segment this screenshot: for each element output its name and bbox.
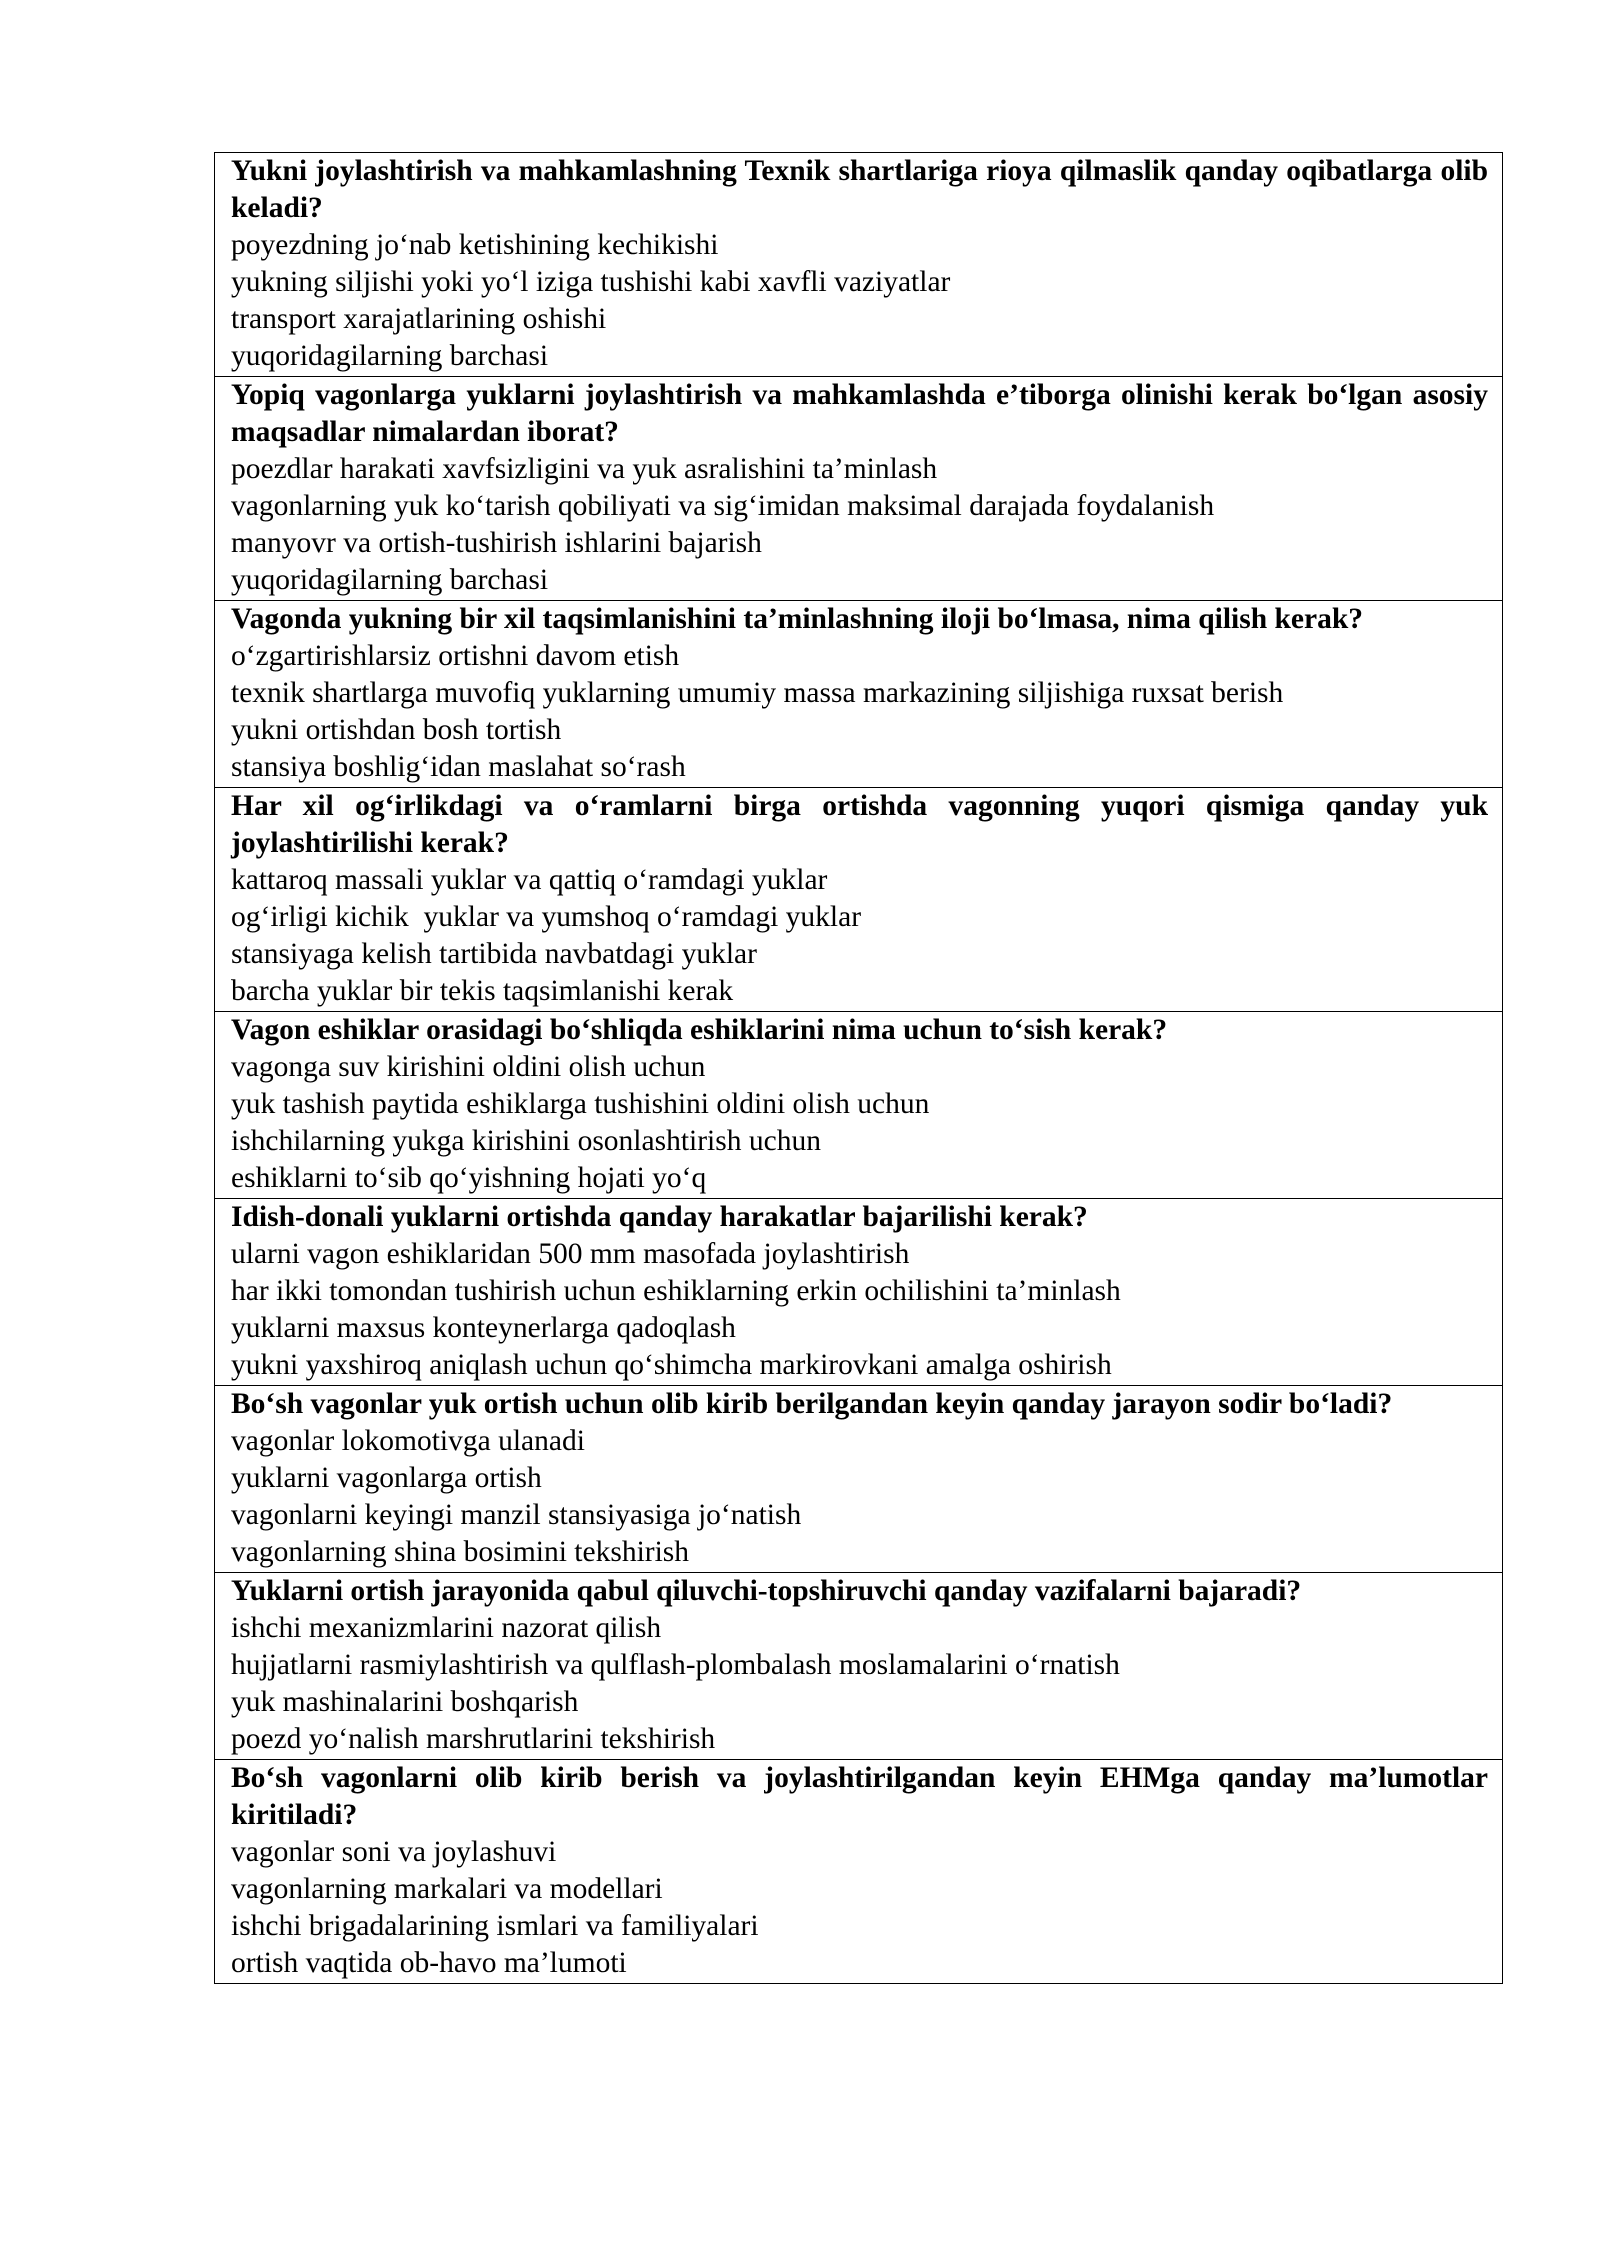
answer-option: ishchi mexanizmlarini nazorat qilish <box>231 1612 662 1644</box>
answer-option: stansiyaga kelish tartibida navbatdagi yuklar <box>231 938 757 970</box>
answer-option: vagonlar lokomotivga ulanadi <box>231 1425 585 1457</box>
answer-option: yuqoridagilarning barchasi <box>231 340 549 372</box>
question-cell <box>215 1760 1503 1984</box>
answer-option: transport xarajatlarining oshishi <box>231 303 607 335</box>
question-cell <box>215 1012 1503 1199</box>
question-text: Yuklarni ortish jarayonida qabul qiluvchi-topshiruvchi qanday vazifalarni bajaradi? <box>231 1575 1302 1607</box>
answer-option: poezdlar harakati xavfsizligini va yuk asralishini ta’minlash <box>231 453 938 485</box>
answer-option: poyezdning jo‘nab ketishining kechikishi <box>231 229 719 261</box>
question-text: Vagon eshiklar orasidagi bo‘shliqda eshiklarini nima uchun to‘sish kerak? <box>231 1014 1168 1046</box>
answer-option: vagonlarning markalari va modellari <box>231 1873 663 1905</box>
answer-option: texnik shartlarga muvofiq yuklarning umumiy massa markazining siljishiga ruxsat berish <box>231 677 1284 709</box>
question-row <box>215 1760 1503 1984</box>
question-cell <box>215 153 1503 377</box>
question-cell <box>215 601 1503 788</box>
answer-option: vagonlarning yuk ko‘tarish qobiliyati va sig‘imidan maksimal darajada foydalanish <box>231 490 1215 522</box>
answer-option: vagonlarni keyingi manzil stansiyasiga jo‘natish <box>231 1499 802 1531</box>
question-text: Bo‘sh vagonlar yuk ortish uchun olib kirib berilgandan keyin qanday jarayon sodir bo‘ladi? <box>231 1388 1393 1420</box>
answer-option: og‘irligi kichik yuklar va yumshoq o‘ramdagi yuklar <box>231 901 862 933</box>
answer-option: o‘zgartirishlarsiz ortishni davom etish <box>231 640 680 672</box>
question-text: Yukni joylashtirish va mahkamlashning Texnik shartlariga rioya qilmaslik qanday oqibatlarga olib keladi? <box>231 155 1488 224</box>
answer-option: ishchi brigadalarining ismlari va familiyalari <box>231 1910 759 1942</box>
question-cell <box>215 1386 1503 1573</box>
answer-option: eshiklarni to‘sib qo‘yishning hojati yo‘q <box>231 1162 707 1194</box>
answer-option: vagonlar soni va joylashuvi <box>231 1836 557 1868</box>
question-row <box>215 377 1503 601</box>
answer-option: yuk tashish paytida eshiklarga tushishini oldini olish uchun <box>231 1088 930 1120</box>
question-cell <box>215 788 1503 1012</box>
answer-option: yukni yaxshiroq aniqlash uchun qo‘shimcha markirovkani amalga oshirish <box>231 1349 1112 1381</box>
answer-option: vagonga suv kirishini oldini olish uchun <box>231 1051 706 1083</box>
question-row <box>215 1386 1503 1573</box>
answer-option: ishchilarning yukga kirishini osonlashtirish uchun <box>231 1125 821 1157</box>
question-text: Idish-donali yuklarni ortishda qanday harakatlar bajarilishi kerak? <box>231 1201 1088 1233</box>
answer-option: yuklarni vagonlarga ortish <box>231 1462 542 1494</box>
answer-option: barcha yuklar bir tekis taqsimlanishi kerak <box>231 975 734 1007</box>
answer-option: yuqoridagilarning barchasi <box>231 564 549 596</box>
question-text: Yopiq vagonlarga yuklarni joylashtirish va mahkamlashda e’tiborga olinishi kerak bo‘lgan asosiy maqsadlar nimalardan iborat? <box>231 379 1488 448</box>
answer-option: yukni ortishdan bosh tortish <box>231 714 562 746</box>
question-text: Vagonda yukning bir xil taqsimlanishini ta’minlashning iloji bo‘lmasa, nima qilish kerak? <box>231 603 1363 635</box>
answer-option: yuk mashinalarini boshqarish <box>231 1686 579 1718</box>
answer-option: stansiya boshlig‘idan maslahat so‘rash <box>231 751 686 783</box>
answer-option: manyovr va ortish-tushirish ishlarini bajarish <box>231 527 762 559</box>
question-row <box>215 153 1503 377</box>
question-text: Bo‘sh vagonlarni olib kirib berish va joylashtirilgandan keyin EHMga qanday ma’lumotlar kiritiladi? <box>231 1762 1488 1831</box>
answer-option: har ikki tomondan tushirish uchun eshiklarning erkin ochilishini ta’minlash <box>231 1275 1121 1307</box>
question-cell <box>215 1199 1503 1386</box>
answer-option: kattaroq massali yuklar va qattiq o‘ramdagi yuklar <box>231 864 828 896</box>
question-row <box>215 1199 1503 1386</box>
answer-option: ortish vaqtida ob-havo ma’lumoti <box>231 1947 627 1979</box>
question-row <box>215 788 1503 1012</box>
question-row <box>215 1573 1503 1760</box>
answer-option: vagonlarning shina bosimini tekshirish <box>231 1536 690 1568</box>
answer-option: yukning siljishi yoki yo‘l iziga tushishi kabi xavfli vaziyatlar <box>231 266 951 298</box>
question-text: Har xil og‘irlikdagi va o‘ramlarni birga ortishda vagonning yuqori qismiga qanday yuk joylashtirilishi kerak? <box>231 790 1488 859</box>
question-cell <box>215 377 1503 601</box>
question-cell <box>215 1573 1503 1760</box>
answer-option: poezd yo‘nalish marshrutlarini tekshirish <box>231 1723 716 1755</box>
question-table <box>214 152 1503 1984</box>
answer-option: yuklarni maxsus konteynerlarga qadoqlash <box>231 1312 736 1344</box>
answer-option: hujjatlarni rasmiylashtirish va qulflash-plombalash moslamalarini o‘rnatish <box>231 1649 1120 1681</box>
question-row <box>215 1012 1503 1199</box>
question-row <box>215 601 1503 788</box>
answer-option: ularni vagon eshiklaridan 500 mm masofada joylashtirish <box>231 1238 910 1270</box>
